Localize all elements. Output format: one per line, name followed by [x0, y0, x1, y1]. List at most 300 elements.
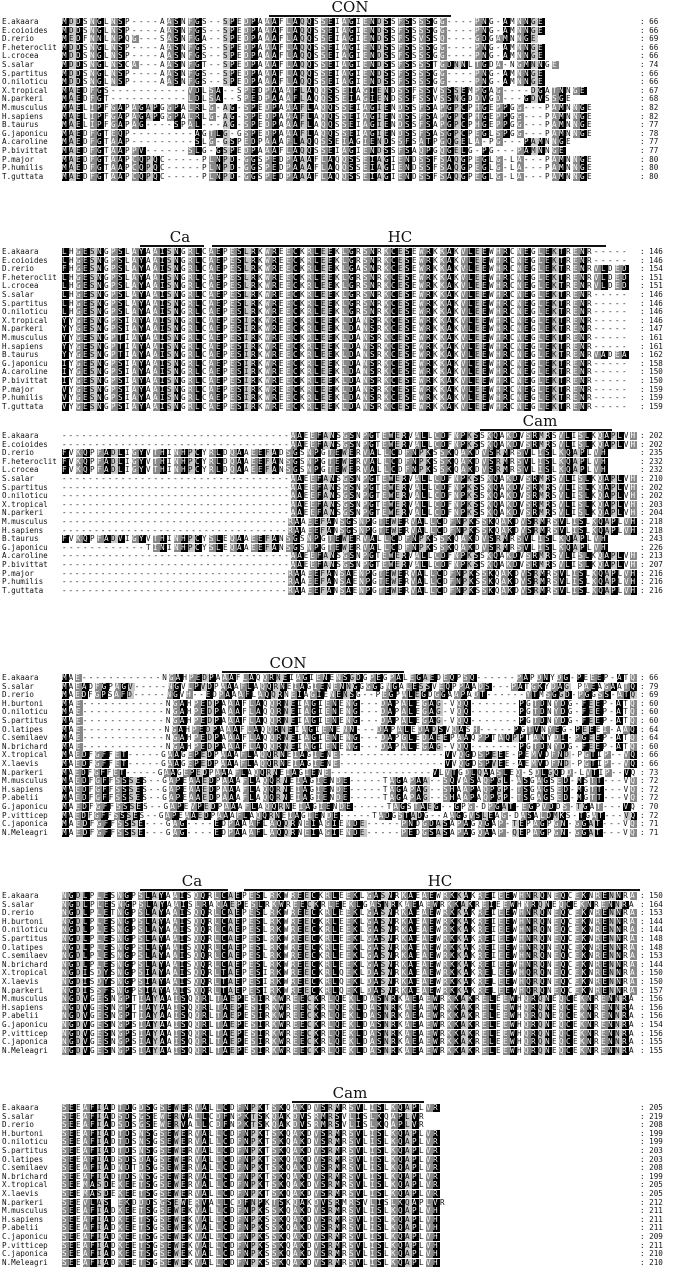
residue: S [391, 78, 398, 86]
residue: R [587, 308, 594, 316]
residue: P [611, 509, 618, 517]
residue: W [265, 334, 272, 342]
residue: K [384, 257, 391, 265]
residue: - [133, 527, 140, 535]
residue: S [552, 552, 559, 560]
residue: D [475, 544, 482, 552]
residue: A [132, 394, 139, 402]
residue: E [76, 173, 83, 181]
residue: K [591, 501, 598, 509]
residue: S [335, 87, 342, 95]
residue: - [62, 432, 69, 440]
residue: L [538, 265, 545, 273]
residue: N [482, 27, 489, 35]
residue: C [434, 475, 441, 483]
residue: P [223, 317, 230, 325]
residue: A [500, 561, 507, 569]
residue: A [323, 552, 330, 560]
residue: A [272, 449, 279, 457]
residue: I [160, 282, 167, 290]
position-number: : 77 [640, 121, 658, 129]
residue: L [125, 257, 132, 265]
residue: - [608, 257, 615, 265]
residue: - [153, 691, 160, 699]
residue: A [605, 527, 612, 535]
residue: T [559, 394, 566, 402]
residue: P [578, 691, 585, 699]
residue: G [195, 52, 202, 60]
residue: N [181, 35, 188, 43]
residue: E [398, 274, 405, 282]
residue: G [343, 509, 350, 517]
residue: V [461, 300, 468, 308]
residue: C [202, 343, 209, 351]
residue: L [468, 325, 475, 333]
residue: - [120, 570, 127, 578]
residue: - [193, 691, 200, 699]
region-label: CON [320, 0, 380, 16]
residue: A [232, 691, 239, 699]
residue: E [286, 308, 293, 316]
residue: R [404, 518, 411, 526]
residue: L [104, 78, 111, 86]
residue: Y [139, 257, 146, 265]
residue: G [97, 87, 104, 95]
residue: - [82, 501, 89, 509]
residue: S [314, 52, 321, 60]
residue: N [174, 274, 181, 282]
residue: - [95, 509, 102, 517]
residue: S [336, 561, 343, 569]
residue: R [188, 248, 195, 256]
residue: E [279, 351, 286, 359]
residue: E [398, 265, 405, 273]
residue: - [251, 432, 258, 440]
residue: R [546, 484, 553, 492]
residue: N [333, 518, 340, 526]
residue: Q [83, 535, 90, 543]
residue: - [193, 475, 200, 483]
residue: G [346, 518, 353, 526]
residue: F [104, 121, 111, 129]
residue: S [391, 44, 398, 52]
residue: E [398, 334, 405, 342]
residue: S [237, 386, 244, 394]
residue: E [545, 360, 552, 368]
residue: N [524, 78, 531, 86]
residue: F [62, 535, 69, 543]
residue: C [202, 325, 209, 333]
residue: - [492, 683, 499, 691]
residue: - [454, 44, 461, 52]
residue: P [496, 113, 503, 121]
residue: - [284, 509, 291, 517]
residue: D [251, 138, 258, 146]
residue: - [108, 492, 115, 500]
residue: A [297, 509, 304, 517]
residue: W [489, 343, 496, 351]
residue: L [428, 475, 435, 483]
residue: - [88, 484, 95, 492]
residue: F [450, 578, 457, 586]
residue: L [585, 441, 592, 449]
residue: L [216, 458, 223, 466]
residue: D [83, 130, 90, 138]
species-name: N.parkeri [2, 509, 43, 517]
residue: C [202, 291, 209, 299]
residue: S [258, 156, 265, 164]
residue: P [611, 587, 618, 595]
residue: - [269, 587, 276, 595]
residue: E [83, 351, 90, 359]
residue: K [426, 449, 433, 457]
residue: T [559, 386, 566, 394]
residue: - [153, 432, 160, 440]
residue: E [328, 334, 335, 342]
residue: I [370, 164, 377, 172]
residue: - [622, 360, 629, 368]
residue: S [237, 377, 244, 385]
residue: V [624, 587, 631, 595]
residue: R [532, 509, 539, 517]
residue: D [349, 351, 356, 359]
residue: E [286, 368, 293, 376]
residue: - [230, 570, 237, 578]
residue: P [366, 570, 373, 578]
residue: - [447, 18, 454, 26]
residue: Q [598, 492, 605, 500]
residue: F [265, 544, 272, 552]
residue: G [76, 325, 83, 333]
residue: H [630, 501, 637, 509]
residue: A [146, 104, 153, 112]
residue: K [335, 368, 342, 376]
residue: G [440, 78, 447, 86]
residue: R [532, 475, 539, 483]
residue: M [62, 113, 69, 121]
residue: F [450, 518, 457, 526]
residue: - [107, 578, 114, 586]
residue: S [474, 475, 481, 483]
residue: G [251, 164, 258, 172]
residue: - [275, 518, 282, 526]
residue: L [314, 334, 321, 342]
residue: S [480, 484, 487, 492]
residue: - [193, 432, 200, 440]
residue: - [211, 518, 218, 526]
residue: - [278, 561, 285, 569]
residue: - [198, 527, 205, 535]
residue: G [293, 544, 300, 552]
residue: - [62, 441, 69, 449]
residue: P [118, 35, 125, 43]
residue: W [391, 578, 398, 586]
residue: D [468, 95, 475, 103]
residue: F [279, 27, 286, 35]
residue: W [419, 300, 426, 308]
residue: K [552, 368, 559, 376]
residue: C [437, 570, 444, 578]
residue: - [461, 35, 468, 43]
residue: A [167, 35, 174, 43]
residue: K [300, 248, 307, 256]
residue: - [153, 561, 160, 569]
residue: E [328, 27, 335, 35]
residue: S [475, 527, 482, 535]
residue: V [411, 527, 418, 535]
residue: A [209, 291, 216, 299]
residue: G [104, 308, 111, 316]
residue: A [209, 300, 216, 308]
residue: Q [307, 138, 314, 146]
residue: - [209, 18, 216, 26]
residue: - [199, 552, 206, 560]
residue: N [174, 308, 181, 316]
residue: S [370, 403, 377, 411]
residue: M [540, 570, 547, 578]
residue: S [363, 248, 370, 256]
residue: V [624, 432, 631, 440]
residue: S [174, 35, 181, 43]
residue: - [172, 518, 179, 526]
residue: S [90, 282, 97, 290]
residue: E [398, 282, 405, 290]
residue: S [398, 95, 405, 103]
residue: G [104, 394, 111, 402]
residue: - [608, 377, 615, 385]
residue: I [160, 394, 167, 402]
residue: I [167, 466, 174, 474]
residue: F [314, 173, 321, 181]
residue: S [118, 274, 125, 282]
residue: C [510, 257, 517, 265]
residue: Q [321, 104, 328, 112]
residue: L [342, 386, 349, 394]
residue: A [272, 535, 279, 543]
residue: N [482, 18, 489, 26]
residue: N [384, 95, 391, 103]
residue: - [211, 527, 218, 535]
residue: R [503, 343, 510, 351]
residue: P [475, 78, 482, 86]
residue: G [97, 173, 104, 181]
residue: E [524, 334, 531, 342]
residue: L [538, 274, 545, 282]
residue: G [496, 156, 503, 164]
residue: L [468, 394, 475, 402]
residue: C [202, 360, 209, 368]
residue: S [237, 334, 244, 342]
residue: A [209, 257, 216, 265]
residue: W [489, 394, 496, 402]
residue: I [160, 274, 167, 282]
residue: C [434, 509, 441, 517]
residue: A [447, 265, 454, 273]
residue: - [159, 527, 166, 535]
residue: W [489, 368, 496, 376]
residue: A [153, 394, 160, 402]
residue: G [510, 113, 517, 121]
residue: L [202, 95, 209, 103]
residue: E [475, 300, 482, 308]
residue: A [167, 44, 174, 52]
residue: Q [118, 130, 125, 138]
residue: Q [321, 130, 328, 138]
residue: K [300, 308, 307, 316]
residue: D [377, 27, 384, 35]
residue: A [69, 104, 76, 112]
residue: G [369, 441, 376, 449]
residue: S [370, 351, 377, 359]
residue: - [153, 138, 160, 146]
residue: S [342, 113, 349, 121]
residue: W [342, 458, 349, 466]
residue: T [104, 95, 111, 103]
residue: K [335, 343, 342, 351]
residue: I [538, 449, 545, 457]
residue: A [297, 552, 304, 560]
residue: N [97, 325, 104, 333]
residue: N [370, 291, 377, 299]
residue: R [532, 492, 539, 500]
residue: C [510, 403, 517, 411]
residue: K [454, 282, 461, 290]
residue: E [385, 570, 392, 578]
residue: F [90, 95, 97, 103]
position-number: : 78 [640, 130, 658, 138]
residue: E [475, 386, 482, 394]
residue: S [405, 386, 412, 394]
residue: A [377, 164, 384, 172]
residue: A [314, 121, 321, 129]
residue: - [188, 164, 195, 172]
residue: L [566, 578, 573, 586]
residue: A [118, 113, 125, 121]
residue: N [363, 394, 370, 402]
residue: S [474, 432, 481, 440]
residue: A [272, 70, 279, 78]
residue: K [552, 325, 559, 333]
residue: Y [139, 360, 146, 368]
residue: S [526, 475, 533, 483]
residue: E [321, 325, 328, 333]
residue: S [350, 492, 357, 500]
residue: A [370, 458, 377, 466]
residue: - [195, 173, 202, 181]
residue: E [83, 308, 90, 316]
residue: S [370, 368, 377, 376]
residue: T [559, 325, 566, 333]
residue: R [404, 527, 411, 535]
residue: - [531, 164, 538, 172]
residue: - [132, 544, 139, 552]
residue: W [419, 368, 426, 376]
residue: G [97, 44, 104, 52]
residue: F [83, 35, 90, 43]
residue: N [454, 561, 461, 569]
residue: D [377, 18, 384, 26]
residue: - [75, 441, 82, 449]
residue: C [202, 351, 209, 359]
residue: A [461, 449, 468, 457]
residue: L [468, 360, 475, 368]
residue: N [330, 691, 337, 699]
residue: H [496, 343, 503, 351]
residue: - [265, 501, 272, 509]
residue: K [300, 343, 307, 351]
residue: R [307, 334, 314, 342]
residue: G [447, 147, 454, 155]
residue: W [419, 282, 426, 290]
residue: H [181, 544, 188, 552]
residue: A [227, 683, 234, 691]
residue: - [153, 475, 160, 483]
residue: G [531, 317, 538, 325]
residue: E [321, 265, 328, 273]
residue: E [382, 501, 389, 509]
residue: I [335, 44, 342, 52]
residue: M [539, 501, 546, 509]
residue: P [461, 691, 468, 699]
residue: N [456, 578, 463, 586]
residue: C [195, 544, 202, 552]
residue: C [510, 394, 517, 402]
residue: K [488, 518, 495, 526]
residue: S [195, 138, 202, 146]
residue: S [336, 492, 343, 500]
residue: E [573, 360, 580, 368]
residue: D [76, 27, 83, 35]
residue: K [591, 441, 598, 449]
residue: T [559, 343, 566, 351]
residue: S [118, 248, 125, 256]
residue: - [69, 475, 76, 483]
residue: E [587, 164, 594, 172]
residue: S [167, 300, 174, 308]
residue: G [343, 441, 350, 449]
residue: - [275, 578, 282, 586]
residue: A [617, 691, 624, 699]
residue: A [286, 113, 293, 121]
residue: K [454, 334, 461, 342]
residue: E [258, 449, 265, 457]
residue: M [539, 441, 546, 449]
residue: G [76, 360, 83, 368]
residue: C [160, 164, 167, 172]
residue: P [426, 147, 433, 155]
residue: E [524, 291, 531, 299]
residue: S [363, 291, 370, 299]
residue: P [419, 449, 426, 457]
residue: V [624, 578, 631, 586]
residue: S [167, 368, 174, 376]
residue: E [286, 282, 293, 290]
residue: G [97, 156, 104, 164]
residue: A [415, 492, 422, 500]
residue: - [225, 432, 232, 440]
residue: Y [526, 691, 533, 699]
residue: A [314, 104, 321, 112]
residue: H [69, 257, 76, 265]
residue: - [622, 325, 629, 333]
residue: - [180, 432, 187, 440]
residue: N [405, 173, 412, 181]
residue: R [546, 561, 553, 569]
residue: H [182, 674, 189, 682]
residue: - [89, 674, 96, 682]
residue: W [389, 492, 396, 500]
residue: S [350, 691, 357, 699]
